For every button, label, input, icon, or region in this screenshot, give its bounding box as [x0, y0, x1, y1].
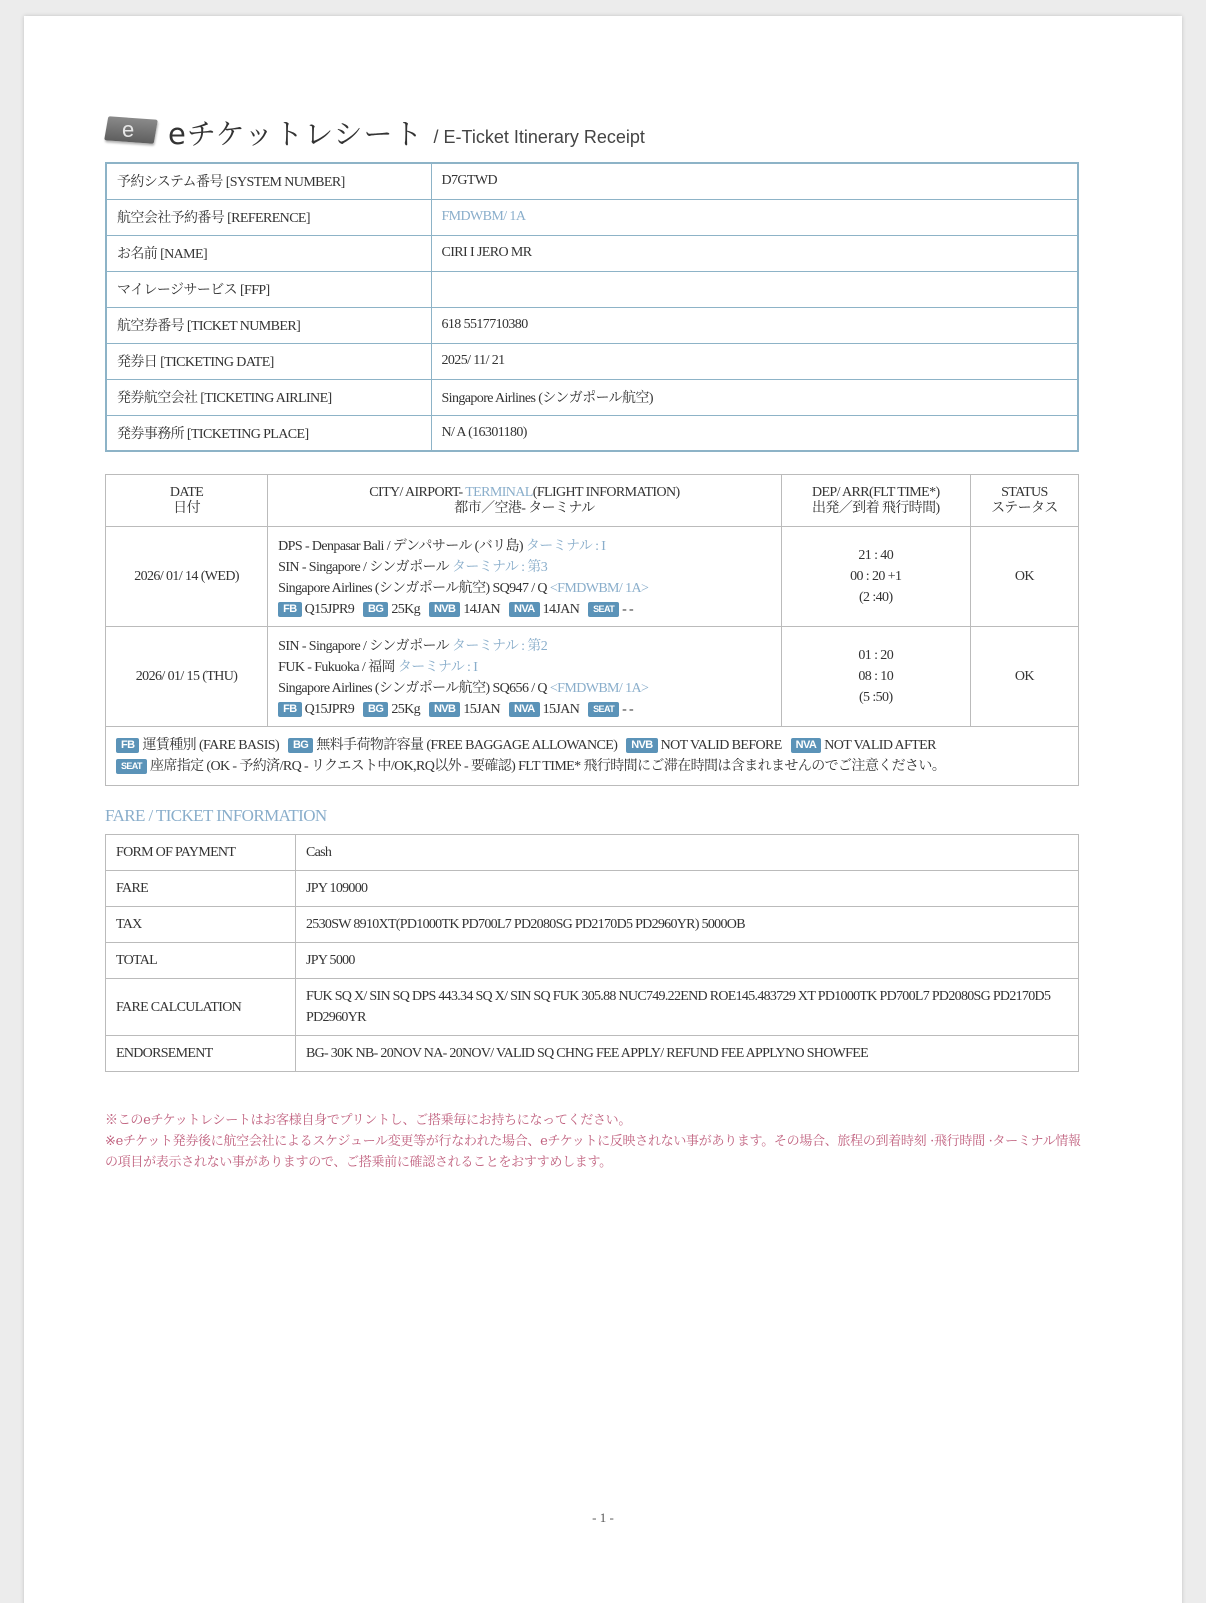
- seat-badge: SEAT: [588, 702, 619, 717]
- nvb-badge: NVB: [429, 602, 460, 617]
- date-column-header: DATE 日付: [106, 475, 268, 527]
- time-column-header: DEP/ ARR(FLT TIME*) 出発／到着 飛行時間): [781, 475, 970, 527]
- ffp-value: [431, 271, 1078, 307]
- nva-badge: NVA: [509, 602, 540, 617]
- info-row-ticket-number: [106, 307, 1078, 343]
- fare-row-total: [106, 943, 1079, 979]
- fb-badge: FB: [278, 702, 301, 717]
- arrival-city: SIN - Singapore / シンガポール: [278, 559, 450, 575]
- bg-badge: BG: [288, 738, 313, 753]
- itinerary-header-row: [106, 475, 1079, 527]
- ticketing-date-value: 2025/ 11/ 21: [431, 343, 1078, 379]
- info-row-reference: [106, 199, 1078, 235]
- info-row-system-number: [106, 163, 1078, 199]
- system-number-value: D7GTWD: [431, 163, 1078, 199]
- info-row-ticketing-airline: [106, 379, 1078, 415]
- flight-number: Singapore Airlines (シンガポール航空) SQ656 / Q: [278, 680, 547, 696]
- payment-value: Cash: [296, 835, 1079, 871]
- arrival-time: 00 : 20 +1: [850, 569, 902, 584]
- itinerary-legend: FB 運賃種別 (FARE BASIS) BG 無料手荷物許容量 (FREE BAGGAGE ALLOWANCE) NVB NOT VALID BEFORE NVA NOT VALID AFTER SEAT 座席指定 (OK - 予約済/RQ - リクエスト中/OK,RQ以外 - 要確認) FLT TIME* 飛行時間にご滞在時間は含まれませんのでご注意ください。: [106, 727, 1079, 786]
- nva-badge: NVA: [509, 702, 540, 717]
- seat-badge: SEAT: [116, 759, 147, 774]
- eticket-logo-icon: e: [106, 116, 156, 146]
- seat-badge: SEAT: [588, 602, 619, 617]
- fb-badge: FB: [278, 602, 301, 617]
- note-schedule-change: ※eチケット発券後に航空会社によるスケジュール変更等が行なわれた場合、eチケットに反映されない事があります。その場合、旅程の到着時刻 ·飛行時間 ·ターミナル情報の項目が表示されない事がありますので、ご搭乗前に確認されることをおすすめします。: [105, 1134, 1081, 1170]
- info-row-ffp: [106, 271, 1078, 307]
- flight-number: Singapore Airlines (シンガポール航空) SQ947 / Q: [278, 580, 547, 596]
- fare-label: TOTAL: [106, 943, 296, 979]
- fare-section-title: FARE / TICKET INFORMATION: [105, 806, 327, 825]
- page-title-jp: eチケットレシート: [168, 117, 424, 151]
- page-header: [106, 104, 645, 154]
- segment-date: 2026/ 01/ 14 (WED): [106, 527, 268, 627]
- segment-flight-info: [268, 527, 782, 627]
- segment-flight-info: [268, 627, 782, 727]
- arrival-terminal: ターミナル : I: [397, 659, 478, 675]
- fare-basis: Q15JPR9: [304, 601, 355, 617]
- fare-row-endorsement: [106, 1036, 1079, 1072]
- not-valid-before: 15JAN: [463, 701, 501, 717]
- ticketing-airline-value: Singapore Airlines (シンガポール航空): [431, 379, 1078, 415]
- itinerary-table: [105, 474, 1079, 786]
- flight-reference-link[interactable]: <FMDWBM/ 1A>: [549, 680, 649, 696]
- arrival-time: 08 : 10: [858, 669, 894, 684]
- segment-status: OK: [970, 527, 1078, 627]
- fare-row-fare: [106, 871, 1079, 907]
- arrival-city: FUK - Fukuoka / 福岡: [278, 659, 395, 675]
- fb-badge: FB: [116, 738, 139, 753]
- page-number: - 1 -: [592, 1510, 614, 1525]
- segment-status: OK: [970, 627, 1078, 727]
- info-label: 航空会社予約番号 [REFERENCE]: [106, 199, 431, 235]
- flight-segment-row: [106, 627, 1079, 727]
- departure-terminal: ターミナル : 第2: [451, 638, 548, 654]
- fare-calculation-value: FUK SQ X/ SIN SQ DPS 443.34 SQ X/ SIN SQ FUK 305.88 NUC749.22END ROE145.483729 XT PD1000TK PD700L7 PD2080SG PD2170D5 PD2960YR: [296, 979, 1079, 1036]
- departure-time: 01 : 20: [858, 648, 894, 663]
- fare-label: FARE CALCULATION: [106, 979, 296, 1036]
- nva-badge: NVA: [791, 738, 822, 753]
- info-label: マイレージサービス [FFP]: [106, 271, 431, 307]
- info-row-ticketing-date: [106, 343, 1078, 379]
- status-column-header: STATUS ステータス: [970, 475, 1078, 527]
- flight-duration: (5 :50): [859, 690, 893, 705]
- info-label: 発券航空会社 [TICKETING AIRLINE]: [106, 379, 431, 415]
- info-label: 発券事務所 [TICKETING PLACE]: [106, 415, 431, 451]
- arrival-terminal: ターミナル : 第3: [451, 559, 548, 575]
- notes: [105, 1110, 1085, 1173]
- fare-row-payment: [106, 835, 1079, 871]
- departure-time: 21 : 40: [858, 548, 894, 563]
- receipt-page: [24, 16, 1182, 1603]
- not-valid-after: 14JAN: [542, 601, 580, 617]
- fare-row-tax: [106, 907, 1079, 943]
- fare-label: FORM OF PAYMENT: [106, 835, 296, 871]
- departure-terminal: ターミナル : I: [525, 538, 606, 554]
- seat: - -: [622, 601, 634, 617]
- page-title-en: / E-Ticket Itinerary Receipt: [433, 127, 645, 147]
- ticketing-place-value: N/ A (16301180): [431, 415, 1078, 451]
- segment-times: [781, 527, 970, 627]
- info-label: 航空券番号 [TICKET NUMBER]: [106, 307, 431, 343]
- ticket-number-value: 618 5517710380: [431, 307, 1078, 343]
- segment-times: [781, 627, 970, 727]
- nvb-badge: NVB: [429, 702, 460, 717]
- fare-label: TAX: [106, 907, 296, 943]
- fare-value: JPY 109000: [296, 871, 1079, 907]
- seat: - -: [622, 701, 634, 717]
- tax-value: 2530SW 8910XT(PD1000TK PD700L7 PD2080SG PD2170D5 PD2960YR) 5000OB: [296, 907, 1079, 943]
- flight-duration: (2 :40): [859, 590, 893, 605]
- endorsement-value: BG- 30K NB- 20NOV NA- 20NOV/ VALID SQ CHNG FEE APPLY/ REFUND FEE APPLYNO SHOWFEE: [296, 1036, 1079, 1072]
- reference-link[interactable]: FMDWBM/ 1A: [431, 199, 1078, 235]
- itinerary-legend-row: [106, 727, 1079, 786]
- bg-badge: BG: [363, 602, 388, 617]
- segment-date: 2026/ 01/ 15 (THU): [106, 627, 268, 727]
- fare-row-calculation: [106, 979, 1079, 1036]
- departure-city: DPS - Denpasar Bali / デンパサール (バリ島): [278, 538, 523, 554]
- departure-city: SIN - Singapore / シンガポール: [278, 638, 450, 654]
- fare-label: ENDORSEMENT: [106, 1036, 296, 1072]
- total-value: JPY 5000: [296, 943, 1079, 979]
- city-column-header: CITY/ AIRPORT- TERMINAL(FLIGHT INFORMATION) 都市／空港- ターミナル: [268, 475, 782, 527]
- booking-info-table: [105, 162, 1079, 452]
- info-row-name: [106, 235, 1078, 271]
- passenger-name-value: CIRI I JERO MR: [431, 235, 1078, 271]
- nvb-badge: NVB: [626, 738, 657, 753]
- info-row-ticketing-place: [106, 415, 1078, 451]
- info-label: 発券日 [TICKETING DATE]: [106, 343, 431, 379]
- baggage: 25Kg: [391, 601, 421, 617]
- fare-table: [105, 834, 1079, 1072]
- fare-label: FARE: [106, 871, 296, 907]
- flight-segment-row: [106, 527, 1079, 627]
- note-print: ※このeチケットレシートはお客様自身でプリントし、ご搭乗毎にお持ちになってください。: [105, 1113, 632, 1128]
- baggage: 25Kg: [391, 701, 421, 717]
- info-label: 予約システム番号 [SYSTEM NUMBER]: [106, 163, 431, 199]
- not-valid-before: 14JAN: [463, 601, 501, 617]
- info-label: お名前 [NAME]: [106, 235, 431, 271]
- bg-badge: BG: [363, 702, 388, 717]
- fare-basis: Q15JPR9: [304, 701, 355, 717]
- not-valid-after: 15JAN: [542, 701, 580, 717]
- flight-reference-link[interactable]: <FMDWBM/ 1A>: [549, 580, 649, 596]
